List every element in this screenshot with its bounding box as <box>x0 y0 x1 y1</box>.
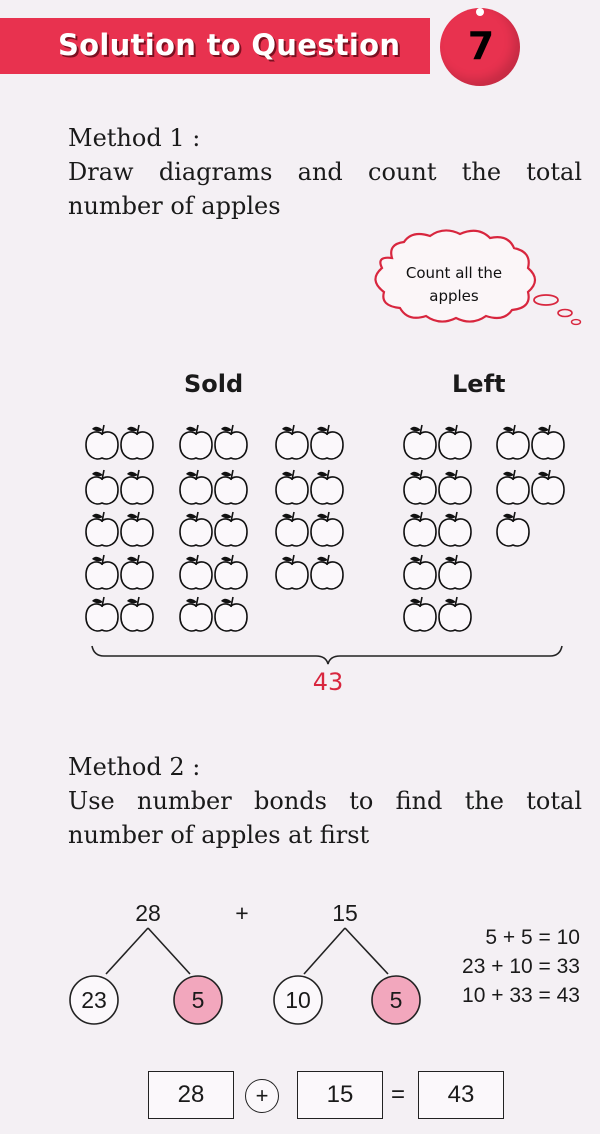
final-box-b: 15 <box>297 1071 383 1119</box>
method2-line2: number of apples at first <box>68 821 370 849</box>
total-apples-label: 43 <box>312 668 344 696</box>
bond1-part-a: 23 <box>81 987 107 1013</box>
method2-heading: Method 2 : <box>68 753 201 781</box>
thought-bubble-line1: Count all the <box>405 264 503 282</box>
sold-label: Sold <box>184 370 244 398</box>
final-box-a: 28 <box>148 1071 234 1119</box>
equation-1: 5 + 5 = 10 <box>485 926 580 949</box>
bond1-whole: 28 <box>135 900 161 926</box>
bond1-branch-left <box>106 928 148 974</box>
method1-line2: number of apples <box>68 192 281 220</box>
method2-line1: Use number bonds to find the total <box>68 787 582 815</box>
left-label: Left <box>452 370 506 398</box>
method1-line1: Draw diagrams and count the total <box>68 158 582 186</box>
bond2-part-b: 5 <box>389 987 403 1013</box>
bond1-branch-right <box>148 928 190 974</box>
page-title: Solution to Question <box>58 28 401 62</box>
thought-bubble-line2: apples <box>429 287 479 305</box>
bond2-branch-left <box>304 928 345 974</box>
final-plus-circle: + <box>245 1079 279 1113</box>
bond2-branch-right <box>345 928 388 974</box>
equation-3: 10 + 33 = 43 <box>462 984 580 1007</box>
final-equals-sign: = <box>391 1081 406 1108</box>
bond2-whole: 15 <box>332 900 358 926</box>
method1-heading: Method 1 : <box>68 124 201 152</box>
question-number: 7 <box>467 24 495 68</box>
bond1-part-b: 5 <box>191 987 205 1013</box>
equation-2: 23 + 10 = 33 <box>462 955 580 978</box>
final-box-result: 43 <box>418 1071 504 1119</box>
bond2-part-a: 10 <box>285 987 311 1013</box>
plus-sign: + <box>235 900 249 926</box>
